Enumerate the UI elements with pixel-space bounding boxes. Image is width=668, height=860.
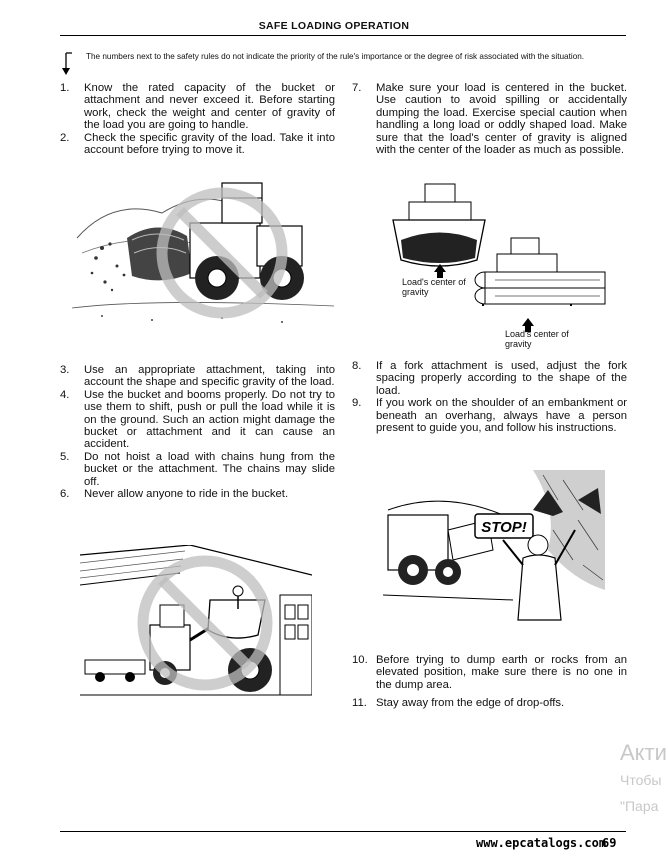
footer-divider bbox=[60, 831, 626, 832]
rule-item: 3. Use an appropriate attachment, taking into account the shape and specific gravity of the load. bbox=[60, 364, 335, 389]
footer-page-number: 69 bbox=[602, 836, 617, 850]
activation-watermark-line3: "Пара bbox=[620, 798, 659, 814]
guide-stop-illustration bbox=[383, 470, 605, 628]
rules-left-middle bbox=[60, 364, 335, 500]
activation-watermark-line1: Акти bbox=[620, 740, 667, 765]
center-of-gravity-caption-1: Load's center of gravity bbox=[402, 277, 466, 297]
rules-left-top bbox=[60, 82, 335, 156]
activation-watermark-line2: Чтобы bbox=[620, 772, 662, 788]
rule-item: 6. Never allow anyone to ride in the bucket. bbox=[60, 488, 289, 501]
load-center-illustration bbox=[385, 180, 615, 340]
rule-item: 4. Use the bucket and booms properly. Do not try to use them to shift, push or pull the load while it is on the ground. Such an action might damage the bucket or attachment and it can cause an accident. bbox=[60, 388, 335, 451]
rules-right-top bbox=[352, 82, 627, 156]
footer-site: www.epcatalogs.com bbox=[476, 836, 607, 850]
bucket-rider-illustration bbox=[80, 545, 312, 701]
rules-right-bottom bbox=[352, 654, 627, 710]
page-title: SAFE LOADING OPERATION bbox=[258, 20, 410, 32]
rule-item: 7. Make sure your load is centered in the bucket. Use caution to avoid spilling or accidentally dumping the load. Exercise special caution when handling a long load or oddly shaped load. Make sure that the load's center of gravity is aligned with the center of the loader as much as possible. bbox=[352, 82, 627, 157]
rule-item: 1. Know the rated capacity of the bucket or attachment and never exceed it. Before starting work, check the weight and center of gravity of the load you are going to handle. bbox=[60, 82, 335, 132]
footer-site-page bbox=[476, 836, 617, 850]
stop-sign-text: STOP! bbox=[481, 519, 527, 536]
arrow-down-icon bbox=[60, 52, 74, 76]
rule-item: 9. If you work on the shoulder of an embankment or beneath an overhang, always have a person present to guide you, and follow his instructions. bbox=[352, 397, 627, 435]
rule-item: 10. Before trying to dump earth or rocks from an elevated position, make sure there is no one in the dump area. bbox=[352, 654, 627, 691]
rule-item: 8. If a fork attachment is used, adjust the fork spacing properly according to the shape of the load. bbox=[352, 360, 627, 397]
center-of-gravity-caption-2: Load's center of gravity bbox=[505, 329, 569, 349]
rule-item: 5. Do not hoist a load with chains hung from the bucket or the attachment. The chains may slide off. bbox=[60, 450, 335, 488]
rules-right-middle bbox=[352, 360, 627, 434]
rule-item: 2. Check the specific gravity of the load. Take it into account before trying to move it. bbox=[60, 131, 335, 157]
title-divider bbox=[60, 35, 626, 36]
overload-loader-illustration bbox=[72, 178, 334, 328]
rule-item: 11. Stay away from the edge of drop-offs. bbox=[352, 697, 565, 710]
priority-note: The numbers next to the safety rules do not indicate the priority of the rule's importance or the degree of risk associated with the situation. bbox=[86, 52, 585, 61]
